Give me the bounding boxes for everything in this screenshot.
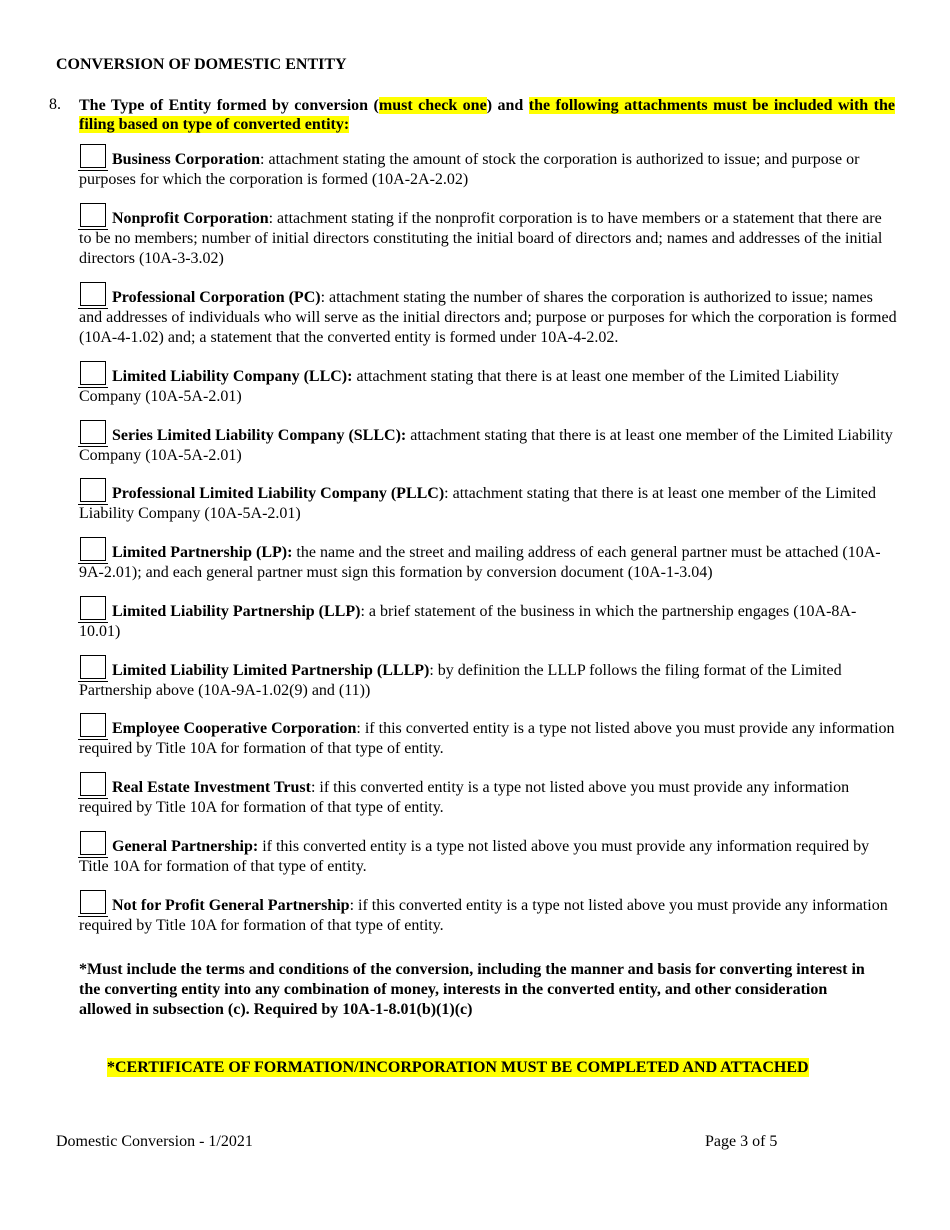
option-title: General Partnership: bbox=[112, 838, 259, 855]
checkbox-sllc[interactable] bbox=[80, 420, 106, 444]
option-title: Business Corporation bbox=[112, 151, 261, 168]
option-description: : if this converted entity is a type not listed above you must provide any information required by Title 10A for formation of that type of entity. bbox=[79, 897, 888, 934]
option-title: Nonprofit Corporation bbox=[112, 210, 269, 227]
option-description: : by definition the LLLP follows the filing format of the Limited Partnership above (10A-9A-1.02(9) and (11)) bbox=[79, 662, 842, 699]
footer-form-id: Domestic Conversion - 1/2021 bbox=[56, 1133, 253, 1150]
checkbox-reit[interactable] bbox=[80, 772, 106, 796]
question-text-part1: The Type of Entity formed by conversion ( bbox=[79, 97, 379, 114]
option-description: : attachment stating that there is at least one member of the Limited Liability Company (10A-5A-2.01) bbox=[79, 485, 877, 522]
option-title: Professional Limited Liability Company (PLLC) bbox=[112, 485, 445, 502]
terms-conditions-note: *Must include the terms and conditions of the conversion, including the manner and basis for converting interest in the converting entity into any combination of money, interests in the converted entity, and other consideration allowed in subsection (c). Required by 10A-1-8.01(b)(1)(c) bbox=[79, 961, 865, 1018]
option-description: : if this converted entity is a type not listed above you must provide any information required by Title 10A for formation of that type of entity. bbox=[79, 779, 850, 816]
option-description: : a brief statement of the business in which the partnership engages (10A-8A-10.01) bbox=[79, 603, 857, 640]
checkbox-employee-cooperative[interactable] bbox=[80, 713, 106, 737]
option-description: if this converted entity is a type not listed above you must provide any information required by Title 10A for formation of that type of entity. bbox=[79, 838, 870, 875]
attachments-required-highlight: the following attachments must be included with the filing based on type of converted entity: bbox=[79, 97, 896, 133]
option-llc bbox=[79, 361, 897, 407]
option-description: : attachment stating the number of shares the corporation is authorized to issue; names and addresses of individuals who will serve as the initial directors and; purpose or purposes for which the corporation is formed (10A-4-1.02) and; a statement that the converted entity is formed under 10A-4-2.02. bbox=[79, 289, 897, 346]
option-professional-corporation bbox=[79, 282, 897, 348]
option-general-partnership bbox=[79, 831, 897, 877]
option-nonprofit-corporation bbox=[79, 203, 897, 269]
checkbox-llp[interactable] bbox=[80, 596, 106, 620]
option-lp bbox=[79, 537, 897, 583]
option-title: Limited Liability Partnership (LLP) bbox=[112, 603, 361, 620]
question-number: 8. bbox=[49, 96, 61, 113]
option-title: Limited Liability Company (LLC): bbox=[112, 368, 353, 385]
option-lllp bbox=[79, 655, 897, 701]
option-business-corporation bbox=[79, 144, 897, 190]
checkbox-pllc[interactable] bbox=[80, 478, 106, 502]
option-not-for-profit-gp bbox=[79, 890, 897, 936]
option-description: attachment stating that there is at least one member of the Limited Liability Company (10A-5A-2.01) bbox=[79, 368, 839, 405]
option-pllc bbox=[79, 478, 897, 524]
question-text bbox=[79, 96, 895, 134]
option-description: : attachment stating if the nonprofit corporation is to have members or a statement that there are to be no members; number of initial directors constituting the initial board of directors and; names and addresses of the initial directors (10A-3-3.02) bbox=[79, 210, 883, 267]
option-sllc bbox=[79, 420, 897, 466]
option-title: Not for Profit General Partnership bbox=[112, 897, 350, 914]
option-description: : if this converted entity is a type not listed above you must provide any information required by Title 10A for formation of that type of entity. bbox=[79, 720, 895, 757]
must-check-one-highlight: must check one bbox=[378, 97, 487, 114]
checkbox-nonprofit-corporation[interactable] bbox=[80, 203, 106, 227]
option-description: the name and the street and mailing address of each general partner must be attached (10A-9A-2.01); and each general partner must sign this formation by conversion document (10A-1-3.04) bbox=[79, 544, 881, 581]
question-text-part2: ) and bbox=[486, 97, 529, 114]
option-llp bbox=[79, 596, 897, 642]
option-employee-cooperative bbox=[79, 713, 897, 759]
checkbox-lllp[interactable] bbox=[80, 655, 106, 679]
checkbox-business-corporation[interactable] bbox=[80, 144, 106, 168]
checkbox-lp[interactable] bbox=[80, 537, 106, 561]
checkbox-not-for-profit-gp[interactable] bbox=[80, 890, 106, 914]
option-title: Limited Liability Limited Partnership (LLLP) bbox=[112, 662, 430, 679]
option-title: Real Estate Investment Trust bbox=[112, 779, 311, 796]
section-heading: CONVERSION OF DOMESTIC ENTITY bbox=[56, 56, 347, 73]
checkbox-llc[interactable] bbox=[80, 361, 106, 385]
checkbox-professional-corporation[interactable] bbox=[80, 282, 106, 306]
option-description: attachment stating that there is at least one member of the Limited Liability Company (10A-5A-2.01) bbox=[79, 427, 893, 464]
footer-page-number: Page 3 of 5 bbox=[705, 1133, 778, 1150]
option-title: Professional Corporation (PC) bbox=[112, 289, 321, 306]
option-title: Employee Cooperative Corporation bbox=[112, 720, 357, 737]
certificate-notice: *CERTIFICATE OF FORMATION/INCORPORATION MUST BE COMPLETED AND ATTACHED bbox=[107, 1059, 809, 1076]
option-title: Series Limited Liability Company (SLLC): bbox=[112, 427, 407, 444]
option-description: : attachment stating the amount of stock the corporation is authorized to issue; and purpose or purposes for which the corporation is formed (10A-2A-2.02) bbox=[79, 151, 860, 188]
option-reit bbox=[79, 772, 897, 818]
option-title: Limited Partnership (LP): bbox=[112, 544, 293, 561]
checkbox-general-partnership[interactable] bbox=[80, 831, 106, 855]
